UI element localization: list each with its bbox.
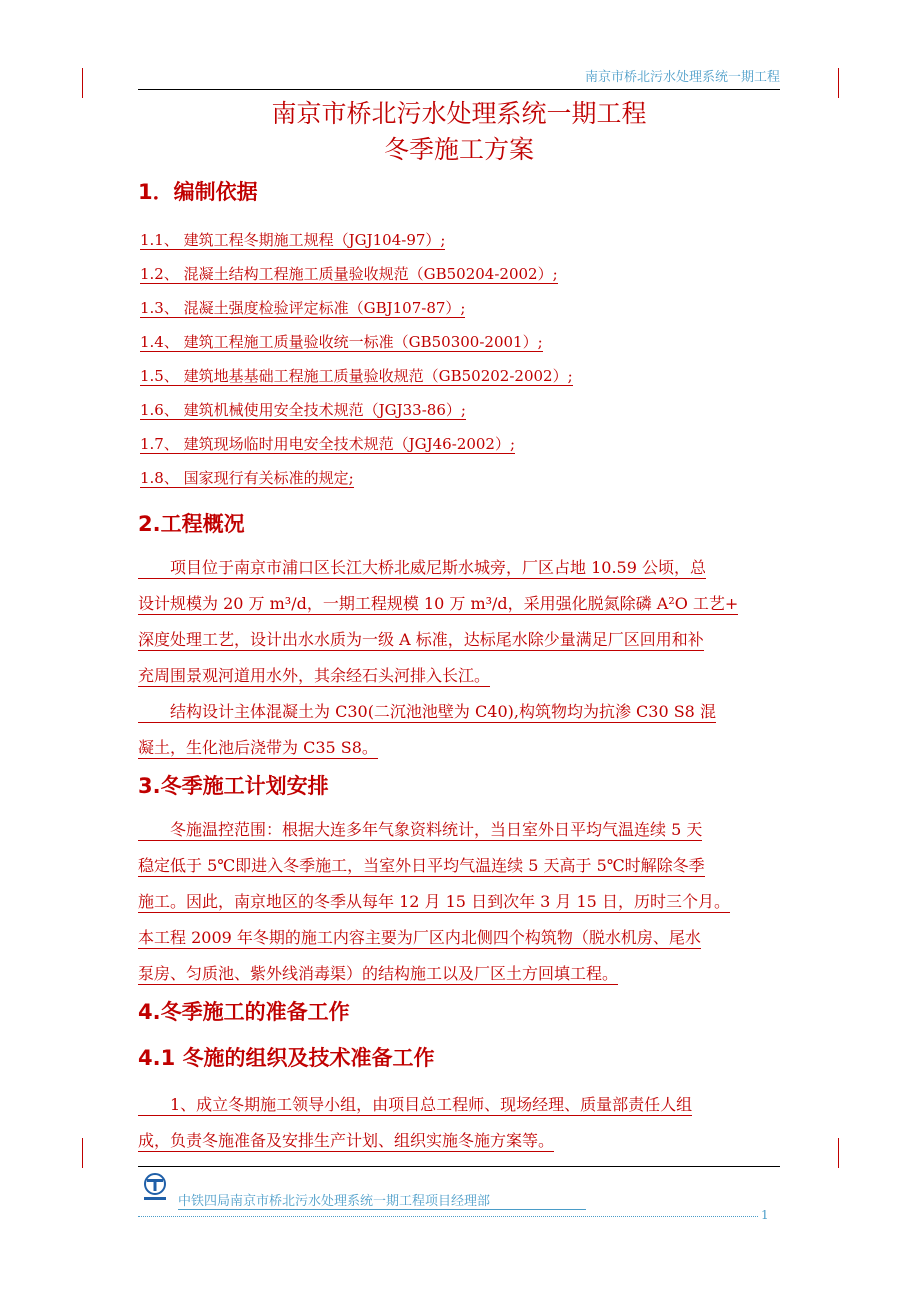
paragraph-line: 冬施温控范围：根据大连多年气象资料统计，当日室外日平均气温连续 5 天 [138,820,703,839]
paragraph-line: 设计规模为 20 万 m³/d，一期工程规模 10 万 m³/d，采用强化脱氮除磷 A²O 工艺+ [138,594,739,613]
reference-item: 1.5、 建筑地基基础工程施工质量验收规范（GB50202-2002）; [140,367,573,385]
header-rule [138,89,780,90]
paragraph-line: 本工程 2009 年冬期的施工内容主要为厂区内北侧四个构筑物（脱水机房、尾水 [138,928,701,947]
paragraph-line: 结构设计主体混凝土为 C30(二沉池池壁为 C40),构筑物均为抗渗 C30 S8 混 [138,702,716,721]
paragraph-line: 凝土，生化池后浇带为 C35 S8。 [138,738,378,757]
paragraph-line: 深度处理工艺，设计出水水质为一级 A 标准，达标尾水除少量满足厂区回用和补 [138,630,704,649]
document-title: 南京市桥北污水处理系统一期工程 [271,99,647,128]
page-header: 南京市桥北污水处理系统一期工程 [584,70,780,85]
reference-item: 1.4、 建筑工程施工质量验收统一标准（GB50300-2001）; [140,333,543,351]
section-heading-3: 3.冬季施工计划安排 [138,774,329,798]
reference-item: 1.7、 建筑现场临时用电安全技术规范（JGJ46-2002）; [140,435,516,453]
margin-mark [838,1138,839,1168]
reference-item: 1.3、 混凝土强度检验评定标准（GBJ107-87）; [140,299,466,317]
paragraph-line: 成，负责冬施准备及安排生产计划、组织实施冬施方案等。 [138,1131,555,1150]
paragraph-line: 充周围景观河道用水外，其余经石头河排入长江。 [138,666,491,685]
document-subtitle: 冬季施工方案 [383,135,534,164]
company-logo [138,1172,172,1204]
section-heading-4: 4.冬季施工的准备工作 [138,1000,350,1024]
footer-rule [138,1166,780,1167]
section-heading-2: 2.工程概况 [138,512,245,536]
margin-mark [82,68,83,98]
margin-mark [838,68,839,98]
subsection-heading: 4.1 冬施的组织及技术准备工作 [138,1046,435,1070]
paragraph [138,1087,788,1159]
paragraph-line: 1、成立冬期施工领导小组，由项目总工程师、现场经理、质量部责任人组 [138,1095,693,1114]
footer-dotted-rule [138,1216,758,1217]
reference-item: 1.1、 建筑工程冬期施工规程（JGJ104-97）; [140,231,446,249]
paragraph [138,812,788,992]
paragraph [138,550,788,766]
paragraph-line: 施工。因此，南京地区的冬季从每年 12 月 15 日到次年 3 月 15 日，历时三个月。 [138,892,730,911]
reference-item: 1.6、 建筑机械使用安全技术规范（JGJ33-86）; [140,401,466,419]
page-number: 1 [761,1208,769,1222]
reference-item: 1.2、 混凝土结构工程施工质量验收规范（GB50204-2002）; [140,265,558,283]
margin-mark [82,1138,83,1168]
paragraph-line: 稳定低于 5℃即进入冬季施工，当室外日平均气温连续 5 天高于 5℃时解除冬季 [138,856,705,875]
paragraph-line: 项目位于南京市浦口区长江大桥北威尼斯水城旁，厂区占地 10.59 公顷，总 [138,558,706,577]
section-heading-1: 1．编制依据 [138,180,258,204]
paragraph-line: 泵房、匀质池、紫外线消毒渠）的结构施工以及厂区土方回填工程。 [138,964,619,983]
page-footer: 中铁四局南京市桥北污水处理系统一期工程项目经理部 [178,1190,586,1210]
reference-item: 1.8、 国家现行有关标准的规定; [140,469,354,487]
